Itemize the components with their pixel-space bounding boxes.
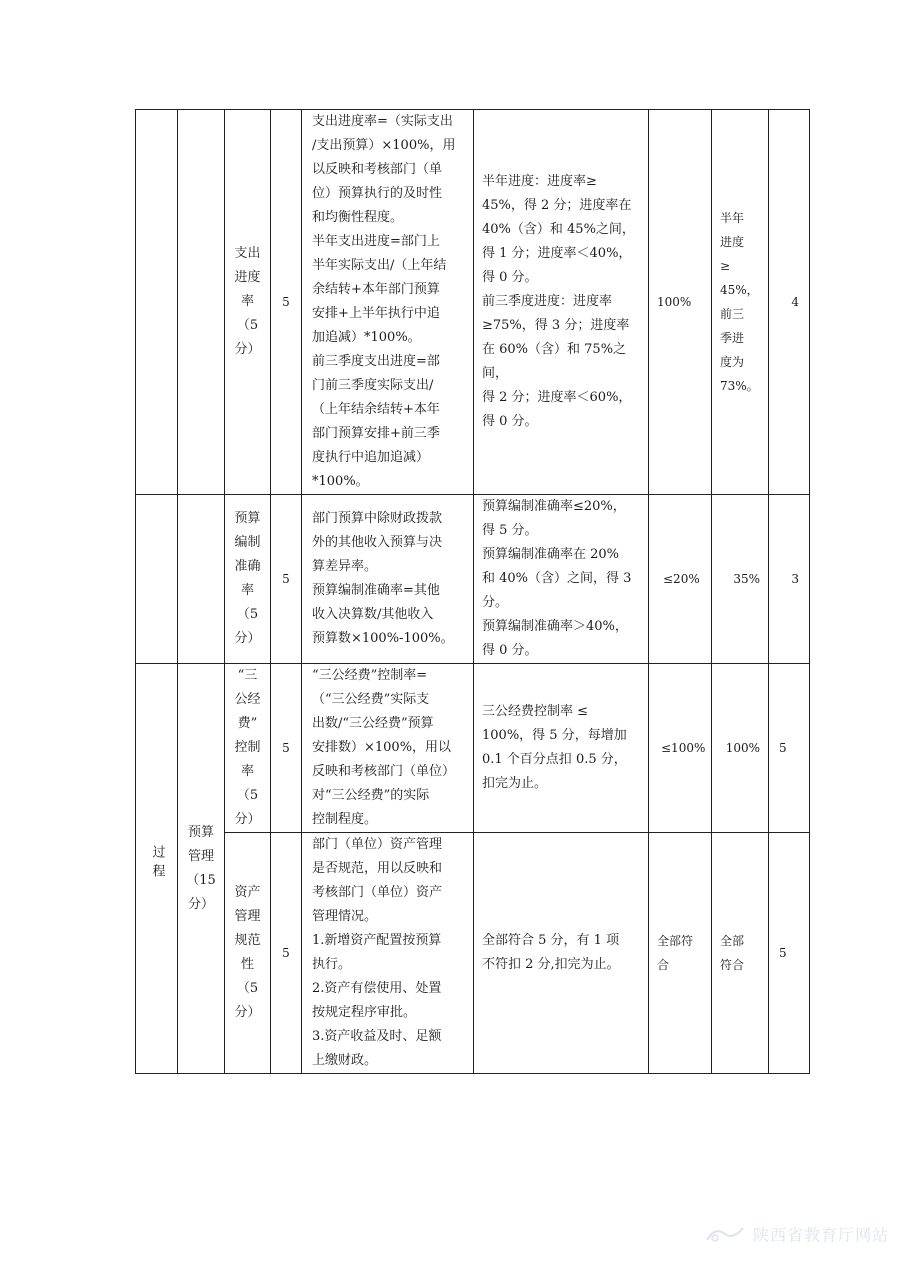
category-cell <box>136 110 178 495</box>
table-row <box>136 110 810 495</box>
indicator-name-cell: 资产 管理 规范 性 （5 分） <box>225 833 271 1074</box>
actual-value-cell: 100% <box>712 664 769 833</box>
score-cell: 5 <box>769 833 810 1074</box>
subcategory-cell: 预算 管理 （15 分） <box>178 664 225 1074</box>
target-value-cell: 100% <box>649 110 712 495</box>
score-cell: 5 <box>769 664 810 833</box>
standard-cell: 三公经费控制率 ≤ 100%，得 5 分，每增加 0.1 个百分点扣 0.5 分， 扣完为止。 <box>474 664 649 833</box>
weight-cell: 5 <box>271 495 302 664</box>
standard-cell: 半年进度：进度率≥ 45%，得 2 分；进度率在 40%（含）和 45%之间， 得 1 分；进度率＜40%， 得 0 分。 前三季度进度：进度率 ≥75%，得 3 分；进度率 在 60%（含）和 75%之间， 得 2 分；进度率＜60%， 得 0 分。 <box>474 110 649 495</box>
definition-cell: 支出进度率=（实际支出 /支出预算）×100%，用 以反映和考核部门（单 位）预算执行的及时性 和均衡性程度。 半年支出进度=部门上 半年实际支出/（上年结 余结转+本年部门预算 安排+上半年执行中追 加追减）*100%。 前三季度支出进度=部 门前三季度实际支出/ （上年结余结转+本年 部门预算安排+前三季 度执行中追加追减） *100%。 <box>302 110 474 495</box>
weight-cell: 5 <box>271 664 302 833</box>
site-watermark <box>705 1222 889 1250</box>
standard-cell: 预算编制准确率≤20%， 得 5 分。 预算编制准确率在 20% 和 40%（含）之间，得 3 分。 预算编制准确率＞40%， 得 0 分。 <box>474 495 649 664</box>
table-row <box>136 833 810 1074</box>
indicator-name-cell: 支出 进度 率 （5 分） <box>225 110 271 495</box>
indicator-name-cell: “三 公经 费” 控制 率 （5 分） <box>225 664 271 833</box>
score-cell: 3 <box>769 495 810 664</box>
actual-value-cell: 半年 进度 ≥ 45%， 前三 季进 度为 73%。 <box>712 110 769 495</box>
actual-value-cell: 35% <box>712 495 769 664</box>
score-cell: 4 <box>769 110 810 495</box>
standard-cell: 全部符合 5 分，有 1 项 不符扣 2 分,扣完为止。 <box>474 833 649 1074</box>
logo-icon <box>705 1222 745 1250</box>
weight-cell: 5 <box>271 110 302 495</box>
target-value-cell: ≤20% <box>649 495 712 664</box>
actual-value-cell: 全部 符合 <box>712 833 769 1074</box>
definition-cell: 部门（单位）资产管理 是否规范，用以反映和 考核部门（单位）资产 管理情况。 1.新增资产配置按预算 执行。 2.资产有偿使用、处置 按规定程序审批。 3.资产收益及时、足额 上缴财政。 <box>302 833 474 1074</box>
category-cell: 过程 <box>136 664 178 1074</box>
performance-indicator-table <box>135 109 810 1074</box>
indicator-name-cell: 预算 编制 准确 率（5 分） <box>225 495 271 664</box>
watermark-text: 陕西省教育厅网站 <box>753 1225 890 1245</box>
definition-cell: 部门预算中除财政拨款 外的其他收入预算与决 算差异率。 预算编制准确率=其他 收入决算数/其他收入 预算数×100%-100%。 <box>302 495 474 664</box>
subcategory-cell <box>178 495 225 664</box>
category-cell <box>136 495 178 664</box>
table-row <box>136 495 810 664</box>
subcategory-cell <box>178 110 225 495</box>
target-value-cell: ≤100% <box>649 664 712 833</box>
target-value-cell: 全部符 合 <box>649 833 712 1074</box>
definition-cell: “三公经费”控制率= （“三公经费”实际支 出数/“三公经费”预算 安排数）×100%，用以 反映和考核部门（单位） 对“三公经费”的实际 控制程度。 <box>302 664 474 833</box>
weight-cell: 5 <box>271 833 302 1074</box>
table-row <box>136 664 810 833</box>
